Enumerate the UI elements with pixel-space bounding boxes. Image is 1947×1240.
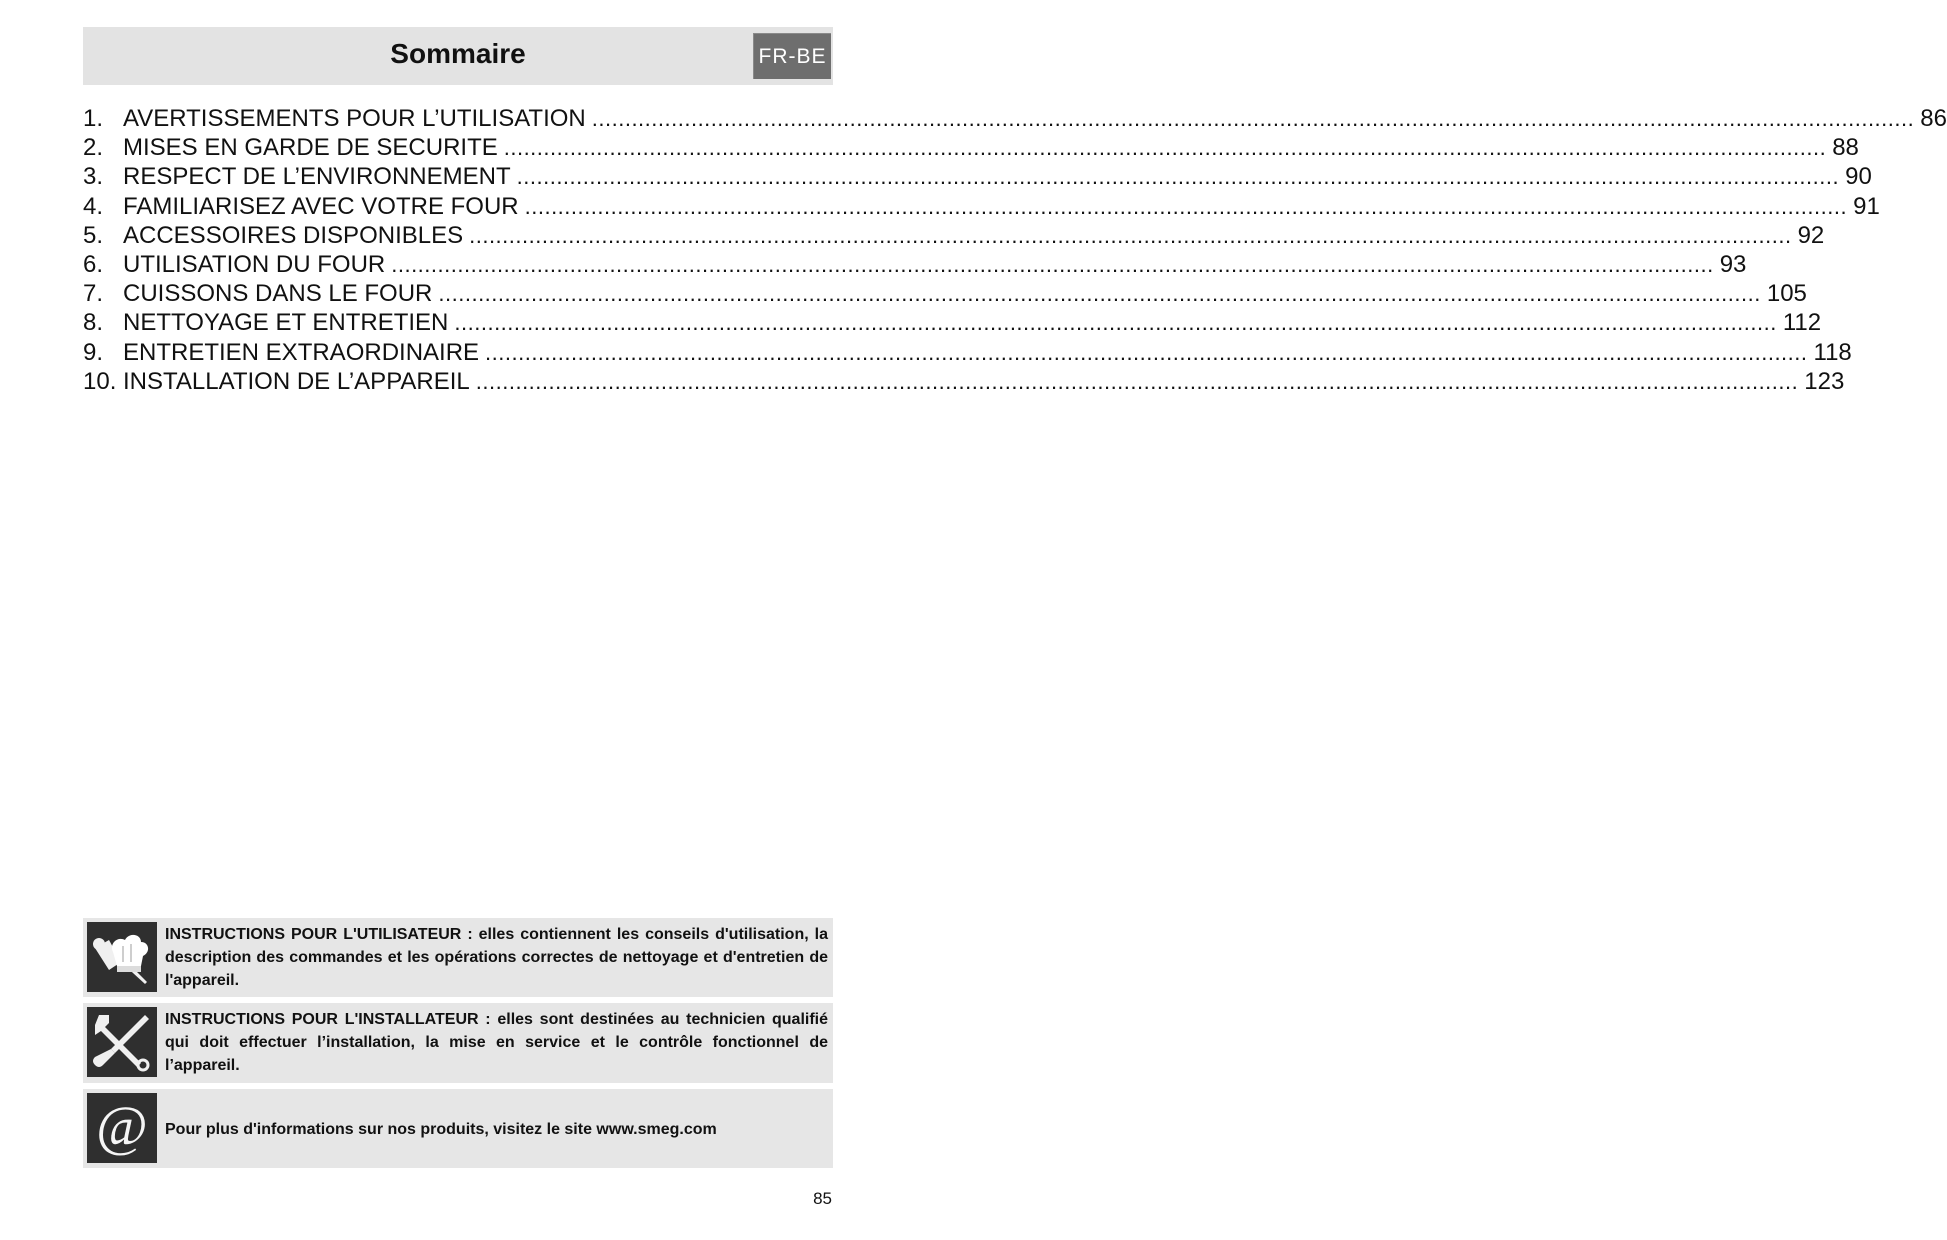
toc-dot-leader: ........................................................................................................................................................................................................: [516, 164, 1840, 190]
toc-dot-leader: ........................................................................................................................................................................................................: [469, 222, 1792, 248]
toc-dot-leader: ........................................................................................................................................................................................................: [391, 251, 1714, 277]
toc-entry-page: 93: [1719, 250, 1747, 278]
toc-entry-number: 9.: [83, 338, 104, 366]
toc-entry-2[interactable]: [83, 133, 1859, 162]
toc-entry-8[interactable]: [83, 308, 1822, 337]
toc-entry-page: 123: [1804, 367, 1845, 395]
toc-entry-title: NETTOYAGE ET ENTRETIEN: [123, 309, 449, 337]
toc-entry-number: 6.: [83, 250, 104, 278]
toc-entry-title: ACCESSOIRES DISPONIBLES: [123, 221, 464, 249]
website-info-text: Pour plus d'informations sur nos produits, visitez le site www.smeg.com: [165, 1120, 717, 1138]
user-instructions-text: INSTRUCTIONS POUR L'UTILISATEUR : elles contiennent les conseils d'utilisation, la description des commandes et les opérations correctes de nettoyage et d'entretien de l'appareil.: [165, 926, 828, 989]
wrench-screwdriver-icon: [87, 1007, 157, 1077]
toc-dot-leader: ........................................................................................................................................................................................................: [503, 135, 1827, 161]
toc-entry-6[interactable]: [83, 250, 1747, 279]
toc-dot-leader: ........................................................................................................................................................................................................: [454, 310, 1777, 336]
toc-entry-title: INSTALLATION DE L’APPAREIL: [123, 367, 470, 395]
page-number: 85: [813, 1189, 832, 1208]
toc-dot-leader: ........................................................................................................................................................................................................: [475, 368, 1799, 394]
toc-entry-title: ENTRETIEN EXTRAORDINAIRE: [123, 338, 480, 366]
toc-entry-number: 10.: [83, 367, 117, 395]
toc-entry-number: 3.: [83, 163, 104, 191]
page-title: Sommaire: [390, 38, 526, 69]
toc-entry-number: 2.: [83, 134, 104, 162]
toc-entry-page: 91: [1853, 192, 1880, 220]
toc-entry-title: UTILISATION DU FOUR: [123, 250, 386, 278]
toc-entry-page: 118: [1813, 338, 1852, 366]
toc-entry-title: FAMILIARISEZ AVEC VOTRE FOUR: [123, 192, 519, 220]
toc-dot-leader: ........................................................................................................................................................................................................: [591, 106, 1915, 131]
chef-hat-spoon-icon: [87, 922, 157, 992]
toc-entry-number: 8.: [83, 309, 104, 337]
toc-entry-page: 86: [1920, 105, 1947, 132]
installer-instructions-box: [83, 1003, 833, 1083]
toc-entry-5[interactable]: [83, 221, 1825, 250]
toc-entry-10[interactable]: [83, 367, 1845, 396]
toc-dot-leader: ........................................................................................................................................................................................................: [438, 281, 1761, 307]
toc-dot-leader: ........................................................................................................................................................................................................: [524, 193, 1848, 219]
toc-entry-page: 92: [1797, 221, 1825, 249]
toc-entry-4[interactable]: [83, 192, 1880, 221]
website-info-box: [83, 1089, 833, 1168]
toc-entry-number: 4.: [83, 192, 104, 220]
toc-entry-9[interactable]: [83, 338, 1852, 367]
toc-dot-leader: ........................................................................................................................................................................................................: [485, 339, 1808, 365]
toc-entry-title: RESPECT DE L’ENVIRONNEMENT: [123, 163, 511, 191]
at-sign-icon: [87, 1093, 157, 1163]
toc-entry-1[interactable]: [83, 104, 1947, 133]
toc-entry-title: CUISSONS DANS LE FOUR: [123, 280, 433, 308]
table-of-contents: [83, 104, 1947, 396]
toc-entry-3[interactable]: [83, 162, 1872, 191]
toc-entry-page: 105: [1766, 280, 1807, 308]
header-bar: [83, 27, 833, 85]
svg-text:@: @: [96, 1096, 148, 1158]
toc-entry-title: AVERTISSEMENTS POUR L’UTILISATION: [123, 105, 586, 132]
toc-entry-7[interactable]: [83, 279, 1807, 308]
toc-entry-title: MISES EN GARDE DE SECURITE: [123, 134, 498, 162]
user-instructions-box: [83, 918, 833, 997]
toc-entry-page: 88: [1832, 134, 1859, 162]
toc-entry-number: 7.: [83, 280, 104, 308]
language-badge: FR-BE: [753, 33, 831, 79]
toc-entry-page: 112: [1782, 309, 1822, 337]
toc-entry-number: 1.: [83, 105, 104, 132]
installer-instructions-text: INSTRUCTIONS POUR L'INSTALLATEUR : elles sont destinées au technicien qualifié qui doit effectuer l’installation, la mise en service et le contrôle fonctionnel de l’appareil.: [165, 1011, 828, 1074]
toc-entry-page: 90: [1845, 163, 1872, 191]
toc-entry-number: 5.: [83, 221, 104, 249]
